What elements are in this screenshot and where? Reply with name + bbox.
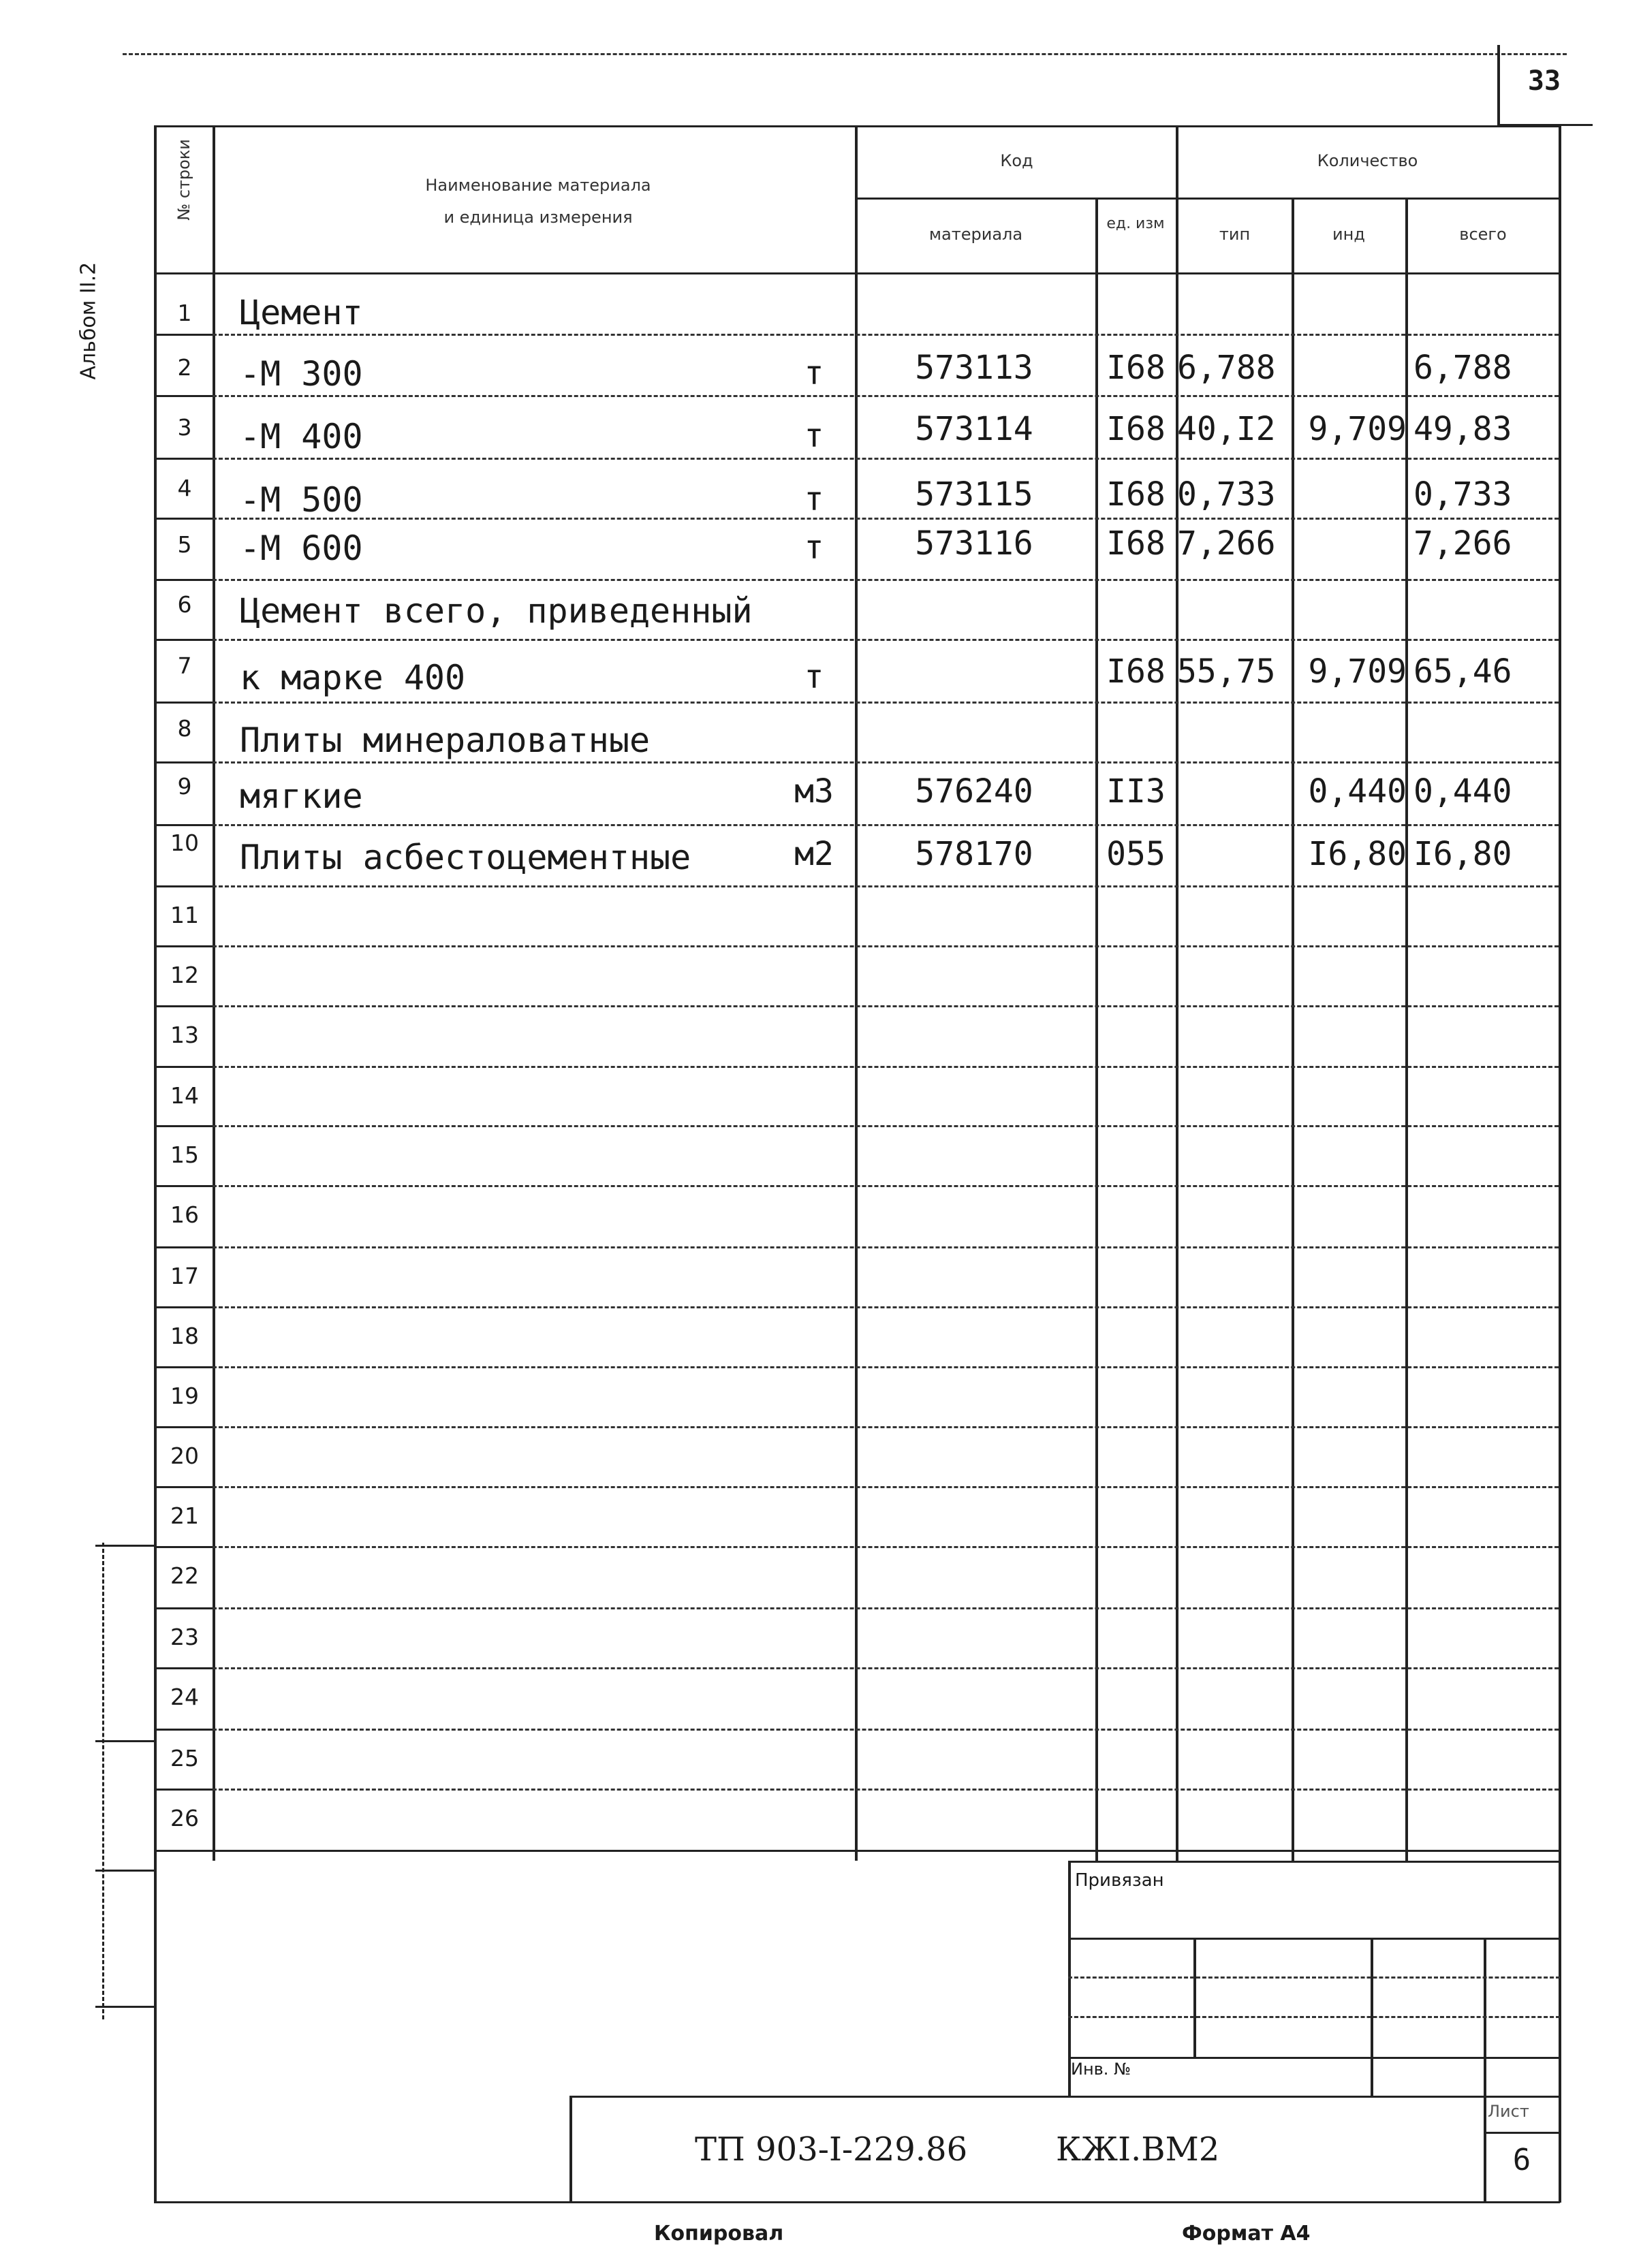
row-separator	[213, 1546, 1559, 1548]
header-qty-tip: тип	[1219, 225, 1251, 244]
rownum-separator	[154, 1125, 213, 1127]
row-number: 20	[170, 1443, 199, 1469]
row-separator	[213, 1125, 1559, 1127]
rownum-separator	[154, 334, 213, 336]
rownum-separator	[154, 1005, 213, 1007]
row-separator	[213, 518, 1559, 520]
footer-copied: Копировал	[654, 2222, 784, 2246]
binding-mark-3	[95, 1870, 155, 1872]
row-name: -М 600	[240, 529, 363, 568]
row-name: Цемент всего, приведенный	[240, 591, 753, 631]
row-separator	[213, 885, 1559, 887]
header-row-no: № строки	[174, 139, 193, 221]
privyazan-label: Привязан	[1075, 1870, 1164, 1891]
header-top-line	[154, 125, 1560, 127]
rownum-separator	[154, 885, 213, 887]
rownum-separator	[154, 579, 213, 581]
row-number: 19	[170, 1383, 199, 1409]
header-qty-group: Количество	[1317, 151, 1418, 170]
rownum-separator	[154, 824, 213, 826]
row-separator	[213, 1729, 1559, 1731]
row-tip: 55,75	[1177, 652, 1276, 691]
row-tip: 6,788	[1177, 349, 1276, 387]
page-number: 33	[1527, 65, 1561, 97]
row-number: 14	[170, 1082, 199, 1109]
row-total: 7,266	[1413, 524, 1512, 563]
row-separator	[213, 334, 1559, 336]
rownum-separator	[154, 395, 213, 397]
row-separator	[213, 579, 1559, 581]
frame-left	[154, 125, 157, 2203]
row-ed: I68	[1106, 475, 1166, 514]
row-code: 573115	[915, 475, 1033, 514]
row-number: 18	[170, 1323, 199, 1349]
rownum-separator	[154, 1486, 213, 1488]
row-total: 49,83	[1413, 410, 1512, 448]
frame-bottom	[154, 2201, 1560, 2203]
row-tip: 0,733	[1177, 475, 1276, 514]
row-total: 6,788	[1413, 349, 1512, 387]
stamp-top-line	[1068, 1861, 1560, 1863]
sheet-code: КЖI.ВМ2	[1056, 2130, 1220, 2169]
row-ed: I68	[1106, 349, 1166, 387]
row-separator	[213, 1366, 1559, 1368]
row-unit: м2	[794, 835, 834, 873]
row-code: 573114	[915, 410, 1033, 448]
rownum-separator	[154, 1607, 213, 1609]
header-code-material: материала	[928, 225, 1023, 244]
inv-no-label: Инв. №	[1071, 2060, 1131, 2079]
row-unit: т	[804, 417, 824, 455]
rownum-separator	[154, 1185, 213, 1187]
row-name: к марке 400	[240, 658, 466, 697]
header-bottom-line	[154, 272, 1560, 274]
rownum-separator	[154, 1789, 213, 1791]
row-ed: II3	[1106, 772, 1166, 810]
row-ind: 9,709	[1308, 652, 1407, 691]
sheet-number: 6	[1512, 2143, 1531, 2177]
row-separator	[213, 1607, 1559, 1609]
rownum-separator	[154, 1850, 213, 1852]
rownum-separator	[154, 1366, 213, 1368]
row-separator	[213, 395, 1559, 397]
row-unit: т	[804, 354, 824, 392]
row-separator	[213, 1850, 1560, 1852]
row-name: Плиты асбестоцементные	[240, 838, 691, 877]
rownum-separator	[154, 458, 213, 460]
row-ed: I68	[1106, 410, 1166, 448]
rownum-separator	[154, 1546, 213, 1548]
rownum-separator	[154, 702, 213, 704]
stamp-line-5	[1068, 2057, 1560, 2059]
row-separator	[213, 1246, 1559, 1248]
rownum-separator	[154, 945, 213, 947]
row-separator	[213, 1185, 1559, 1187]
binding-margin-line	[102, 1543, 104, 2019]
frame-right	[1559, 125, 1561, 2203]
binding-mark-1	[95, 1545, 155, 1547]
sheet-label: Лист	[1488, 2102, 1529, 2121]
rownum-column-line	[213, 125, 215, 1861]
row-ind: 0,440	[1308, 772, 1407, 810]
binding-mark-4	[95, 2006, 155, 2008]
row-code: 576240	[915, 772, 1033, 810]
row-name: Плиты минераловатные	[240, 721, 651, 760]
rownum-separator	[154, 1066, 213, 1068]
header-code-group: Код	[1000, 151, 1033, 170]
album-label: Альбом II.2	[76, 262, 101, 380]
row-number: 12	[170, 962, 199, 988]
row-number: 25	[170, 1745, 199, 1771]
name-column-line	[855, 125, 858, 1861]
row-total: I6,80	[1413, 835, 1512, 873]
row-name: -М 500	[240, 480, 363, 520]
footer-format: Формат А4	[1182, 2222, 1311, 2246]
row-separator	[213, 824, 1559, 826]
rownum-separator	[154, 1426, 213, 1428]
row-tip: 7,266	[1177, 524, 1276, 563]
row-number: 13	[170, 1022, 199, 1048]
stamp-line-4	[1068, 2016, 1560, 2018]
row-number: 17	[170, 1263, 199, 1289]
row-total: 65,46	[1413, 652, 1512, 691]
row-name: мягкие	[240, 776, 363, 816]
rownum-separator	[154, 1306, 213, 1308]
row-ed: I68	[1106, 524, 1166, 563]
row-separator	[213, 1789, 1559, 1791]
row-number: 23	[170, 1624, 199, 1650]
binding-mark-2	[95, 1740, 155, 1742]
stamp-line-3	[1068, 1976, 1560, 1979]
row-separator	[213, 945, 1559, 947]
row-separator	[213, 1306, 1559, 1308]
rownum-separator	[154, 639, 213, 641]
row-name: Цемент	[240, 293, 363, 332]
row-number: 21	[170, 1502, 199, 1529]
row-ed: 055	[1106, 835, 1166, 873]
row-code: 573113	[915, 349, 1033, 387]
rownum-separator	[154, 761, 213, 763]
row-separator	[213, 458, 1559, 460]
row-total: 0,733	[1413, 475, 1512, 514]
header-qty-ind: инд	[1332, 225, 1365, 244]
row-separator	[213, 1486, 1559, 1488]
doc-box-left	[569, 2096, 572, 2203]
sheet-box-divider	[1484, 2132, 1560, 2134]
row-number: 11	[170, 902, 199, 928]
row-name: -М 300	[240, 354, 363, 394]
row-code: 573116	[915, 524, 1033, 563]
row-number: 24	[170, 1684, 199, 1710]
row-number: 22	[170, 1562, 199, 1589]
row-name: -М 400	[240, 417, 363, 456]
row-separator	[213, 1066, 1559, 1068]
row-unit: м3	[794, 772, 834, 810]
row-separator	[213, 1005, 1559, 1007]
row-separator	[213, 639, 1559, 641]
rownum-separator	[154, 1246, 213, 1248]
header-code-unit: ед. изм	[1106, 215, 1165, 232]
doc-box-top	[569, 2096, 1560, 2098]
row-separator	[213, 1426, 1559, 1428]
row-separator	[213, 761, 1559, 763]
header-qty-total: всего	[1459, 225, 1507, 244]
row-unit: т	[804, 658, 824, 696]
row-separator	[213, 702, 1559, 704]
rownum-separator	[154, 1667, 213, 1669]
row-number: 16	[170, 1201, 199, 1228]
row-total: 0,440	[1413, 772, 1512, 810]
rownum-separator	[154, 1729, 213, 1731]
row-number: 26	[170, 1805, 199, 1831]
header-name-line1: Наименование материала	[425, 176, 651, 195]
row-tip: 40,I2	[1177, 410, 1276, 448]
row-ind: I6,80	[1308, 835, 1407, 873]
row-number: 15	[170, 1141, 199, 1168]
doc-code: ТП 903-I-229.86	[695, 2130, 968, 2169]
row-ed: I68	[1106, 652, 1166, 691]
row-separator	[213, 1667, 1559, 1669]
page-number-box-left	[1497, 45, 1500, 125]
row-ind: 9,709	[1308, 410, 1407, 448]
header-name-line2: и единица измерения	[443, 208, 633, 227]
rownum-separator	[154, 518, 213, 520]
stamp-vline-1	[1193, 1938, 1196, 2057]
row-code: 578170	[915, 835, 1033, 873]
row-unit: т	[804, 480, 824, 518]
row-unit: т	[804, 529, 824, 567]
top-dashed-line	[123, 53, 1567, 55]
header-mid-line	[855, 198, 1560, 200]
